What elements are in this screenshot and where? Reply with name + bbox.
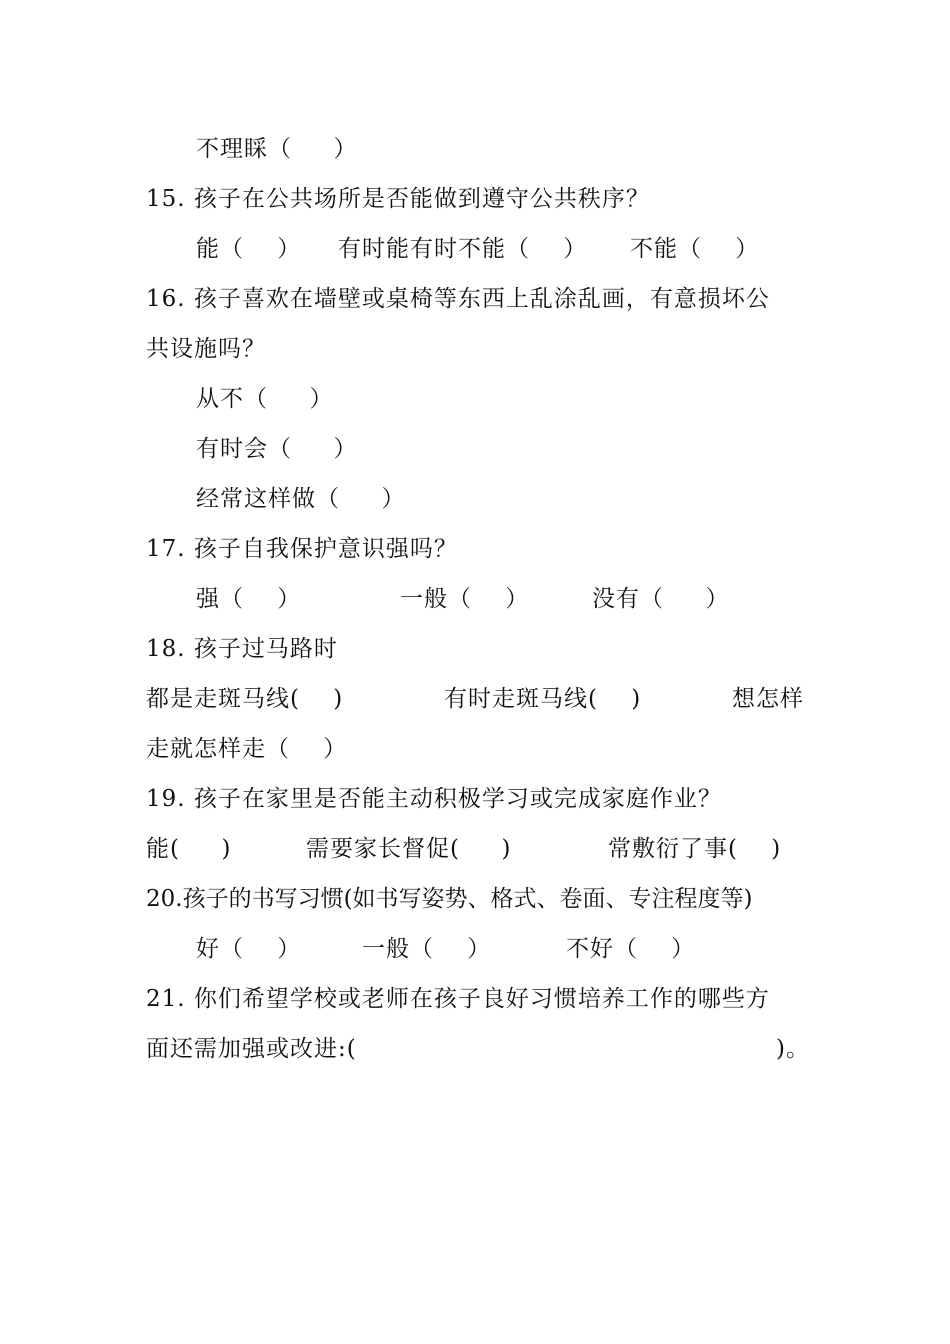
q17-option-strong: 强（ ） bbox=[196, 586, 302, 612]
q16-option-often: 经常这样做（ ） bbox=[196, 486, 406, 512]
q21-blank-end: )。 bbox=[776, 1036, 810, 1062]
q17-option-average: 一般（ ） bbox=[400, 586, 530, 612]
question-19-options bbox=[146, 824, 810, 874]
q17-option-none: 没有（ ） bbox=[592, 586, 730, 612]
q19-option-perfunctory: 常敷衍了事( ) bbox=[608, 836, 782, 862]
q16-option-never: 从不（ ） bbox=[196, 386, 334, 412]
question-18-options bbox=[146, 674, 810, 724]
question-20-options bbox=[196, 924, 810, 974]
q16-option-sometimes: 有时会（ ） bbox=[196, 436, 358, 462]
question-21-line1: 21. 你们希望学校或老师在孩子良好习惯培养工作的哪些方 bbox=[146, 986, 770, 1012]
question-20: 20.孩子的书写习惯(如书写姿势、格式、卷面、专注程度等) bbox=[146, 886, 753, 912]
question-15: 15. 孩子在公共场所是否能做到遵守公共秩序？ bbox=[146, 186, 650, 212]
answer-option-ignore: 不理睬（ ） bbox=[196, 136, 358, 162]
q18-option-any-way-cont: 走就怎样走（ ） bbox=[146, 736, 348, 762]
q20-option-good: 好（ ） bbox=[196, 936, 302, 962]
q18-option-always-crosswalk: 都是走斑马线( ) bbox=[146, 686, 344, 712]
question-19: 19. 孩子在家里是否能主动积极学习或完成家庭作业？ bbox=[146, 786, 722, 812]
question-17: 17. 孩子自我保护意识强吗？ bbox=[146, 536, 458, 562]
q15-option-no: 不能（ ） bbox=[630, 236, 760, 262]
q15-option-sometimes: 有时能有时不能（ ） bbox=[338, 236, 588, 262]
q19-option-yes: 能( ) bbox=[146, 836, 232, 862]
question-16-line2: 共设施吗？ bbox=[146, 336, 266, 362]
q15-option-yes: 能（ ） bbox=[196, 236, 302, 262]
q21-prompt: 面还需加强或改进:( bbox=[146, 1036, 357, 1062]
q20-option-poor: 不好（ ） bbox=[566, 936, 696, 962]
question-18: 18. 孩子过马路时 bbox=[146, 636, 338, 662]
question-21-line2 bbox=[146, 1024, 810, 1074]
q18-option-sometimes-crosswalk: 有时走斑马线( ) bbox=[444, 686, 642, 712]
q18-option-any-way: 想怎样 bbox=[732, 686, 804, 712]
q19-option-needs-parents: 需要家长督促( ) bbox=[306, 836, 512, 862]
question-16-line1: 16. 孩子喜欢在墙壁或桌椅等东西上乱涂乱画，有意损坏公 bbox=[146, 286, 770, 312]
question-15-options bbox=[196, 224, 810, 274]
q20-option-average: 一般（ ） bbox=[362, 936, 492, 962]
question-17-options bbox=[196, 574, 810, 624]
